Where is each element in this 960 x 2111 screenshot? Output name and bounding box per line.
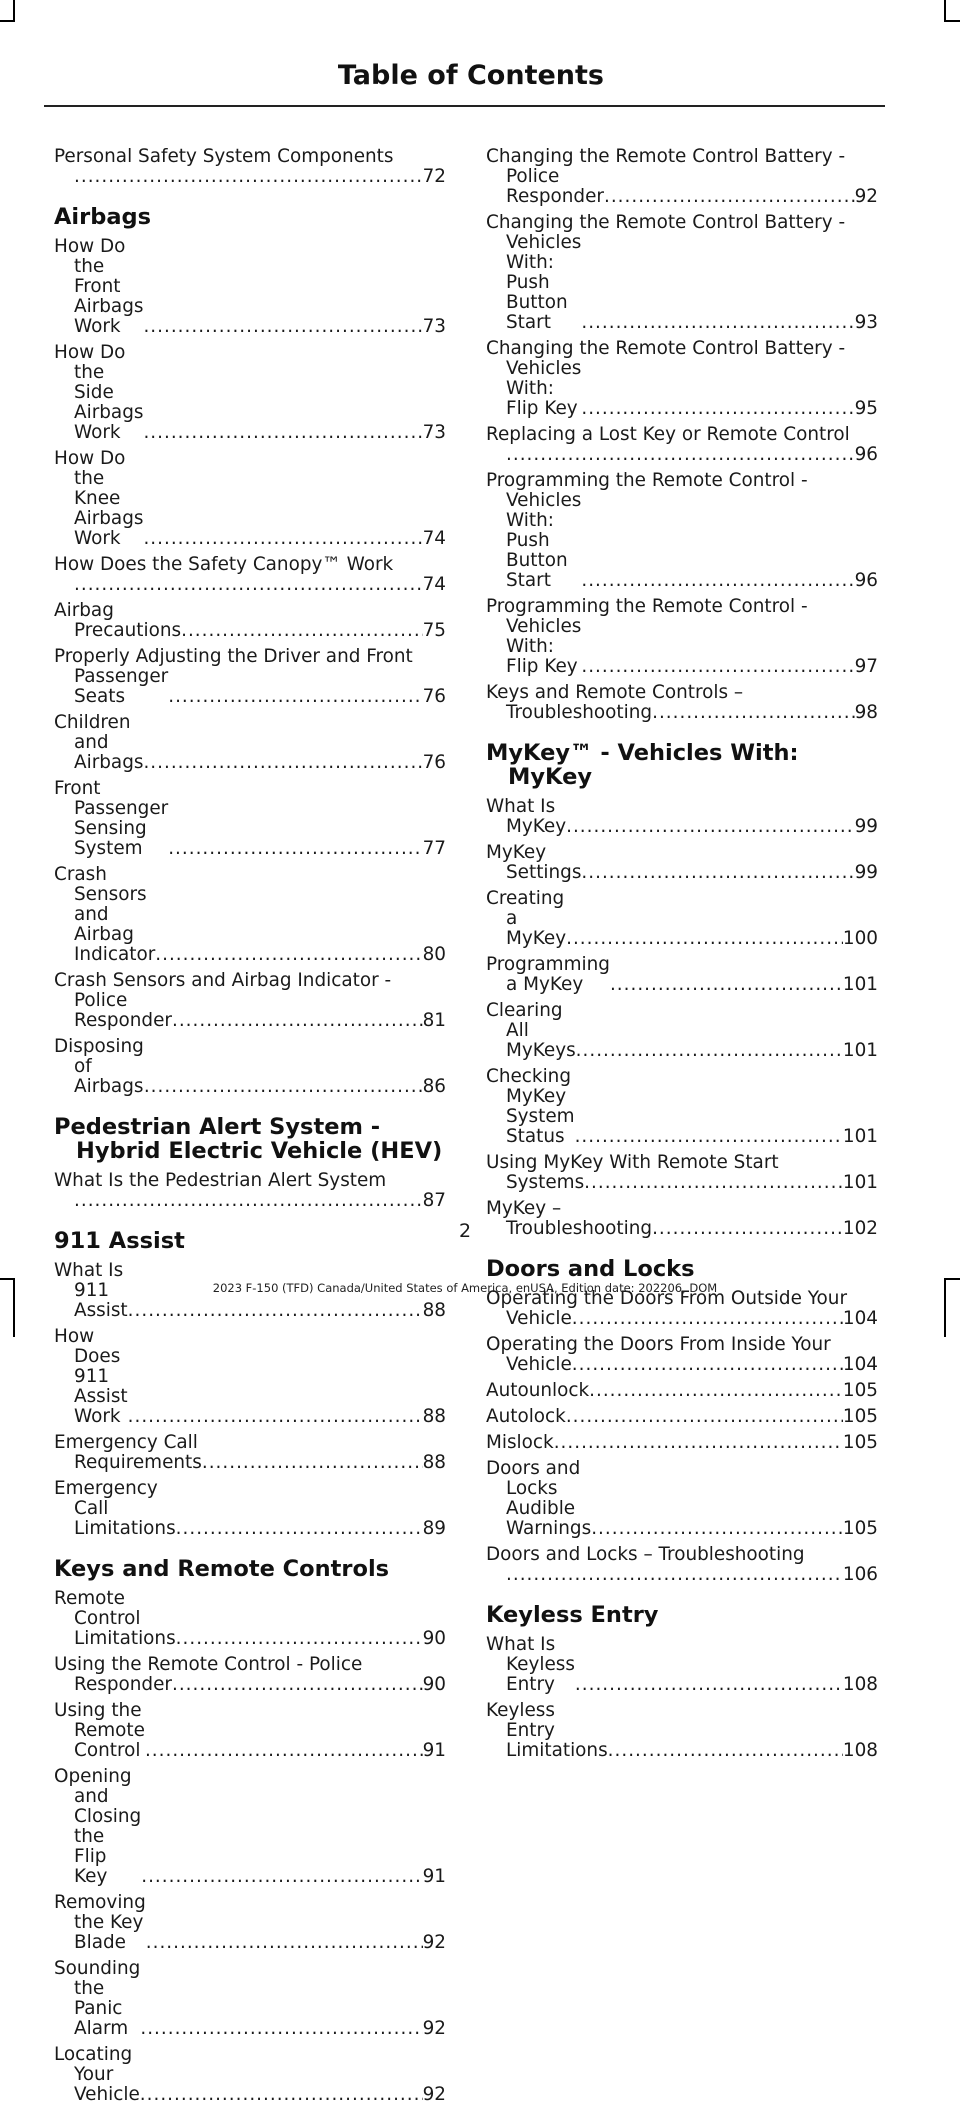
toc-entry-title: Sounding the Panic Alarm [54, 1958, 141, 2039]
toc-entry-title: Doors and Locks – Troubleshooting [486, 1544, 805, 1565]
toc-entry[interactable] [486, 1381, 878, 1401]
toc-entry[interactable] [486, 1067, 878, 1147]
toc-entry[interactable] [54, 1655, 446, 1695]
section-heading: Keys and Remote Controls [54, 1556, 390, 1582]
toc-page-number: 90 [422, 1628, 446, 1649]
toc-entry-title: Programming the Remote Control - [486, 470, 808, 491]
crop-mark-top-right-v [944, 0, 946, 22]
toc-entry[interactable] [54, 1701, 446, 1761]
toc-entry-title: Clearing All MyKeys [486, 1000, 576, 1061]
toc-page-number: 96 [854, 570, 878, 591]
dot-leader [172, 1675, 423, 1695]
toc-page-number: 77 [422, 838, 446, 859]
toc-page-number: 87 [422, 1190, 446, 1211]
toc-page-number: 99 [854, 862, 878, 883]
toc-entry-title: Programming a MyKey [486, 954, 610, 995]
toc-entry-title: Remote Control Limitations [54, 1588, 176, 1649]
section-heading: Airbags [54, 204, 152, 230]
toc-page-number: 96 [854, 444, 878, 465]
toc-entry[interactable] [486, 339, 878, 419]
section-heading: Doors and Locks [486, 1256, 695, 1282]
toc-entry[interactable] [486, 889, 878, 949]
toc-page-number: 74 [422, 528, 446, 549]
toc-entry-title: Changing the Remote Control Battery - [486, 146, 846, 167]
toc-entry-title: Emergency Call Limitations [54, 1478, 176, 1539]
toc-entry[interactable] [54, 647, 446, 707]
toc-entry[interactable] [54, 1767, 446, 1887]
crop-mark-bottom-right-v [944, 1278, 946, 1337]
dot-leader [145, 1741, 423, 1761]
toc-entry[interactable] [486, 1289, 878, 1329]
toc-entry[interactable] [486, 955, 878, 995]
section-heading: MyKey™ - Vehicles With: MyKey [486, 740, 799, 790]
toc-page-number: 105 [842, 1380, 878, 1401]
toc-page-number: 91 [422, 1740, 446, 1761]
toc-page-number: 88 [422, 1406, 446, 1427]
toc-entry-title: Programming the Remote Control - [486, 596, 808, 617]
toc-entry-title-cont: Vehicle [506, 1308, 572, 1329]
toc-page-number: 105 [842, 1432, 878, 1453]
toc-entry-title: Personal Safety System Components [54, 146, 394, 167]
toc-entry[interactable] [486, 425, 878, 465]
dot-leader [140, 2085, 423, 2105]
toc-entry-title: How Does 911 Assist Work [54, 1326, 128, 1427]
toc-entry-title: Autounlock [486, 1380, 590, 1401]
toc-entry-title-cont: Police Responder [74, 990, 172, 1031]
dot-leader [575, 1675, 843, 1695]
toc-entry-title: Creating a MyKey [486, 888, 567, 949]
dot-leader [143, 753, 422, 773]
toc-entry[interactable] [486, 1335, 878, 1375]
toc-page-number: 104 [842, 1354, 878, 1375]
section-heading: Keyless Entry [486, 1602, 659, 1628]
toc-entry-title: Checking MyKey System Status [486, 1066, 575, 1147]
toc-entry[interactable] [486, 1459, 878, 1539]
toc-right-column [486, 147, 878, 1767]
toc-entry[interactable] [54, 343, 446, 443]
dot-leader [176, 1629, 423, 1649]
edition-line: 2023 F-150 (TFD) Canada/United States of America, enUSA, Edition date: 202206, DOM [212, 1281, 718, 1295]
dot-leader [141, 1867, 422, 1887]
toc-entry[interactable] [486, 1433, 878, 1453]
dot-leader [652, 703, 855, 723]
dot-leader [591, 1519, 843, 1539]
dot-leader [143, 529, 422, 549]
dot-leader [181, 621, 423, 641]
dot-leader [572, 1355, 843, 1375]
dot-leader [202, 1453, 423, 1473]
toc-entry-title: Properly Adjusting the Driver and Front [54, 646, 413, 667]
toc-page-number: 74 [422, 574, 446, 595]
toc-entry-title: Removing the Key Blade [54, 1892, 146, 1953]
toc-entry-title-cont: Troubleshooting [506, 702, 653, 723]
dot-leader [604, 187, 855, 207]
toc-page-number: 92 [422, 2084, 446, 2105]
toc-entry-title: Crash Sensors and Airbag Indicator - [54, 970, 392, 991]
toc-page-number: 97 [854, 656, 878, 677]
toc-page-number: 86 [422, 1076, 446, 1097]
toc-entry[interactable] [54, 779, 446, 859]
toc-page-number: 108 [842, 1740, 878, 1761]
toc-entry-title-cont: Vehicle [506, 1354, 572, 1375]
toc-page-number: 101 [842, 1040, 878, 1061]
toc-entry-title: Operating the Doors From Inside Your [486, 1334, 831, 1355]
toc-entry[interactable] [54, 237, 446, 337]
dot-leader [610, 975, 843, 995]
dot-leader [74, 167, 423, 187]
dot-leader [128, 1407, 423, 1427]
toc-page-number: 91 [422, 1866, 446, 1887]
toc-entry[interactable] [54, 1433, 446, 1473]
dot-leader [554, 1433, 843, 1453]
toc-entry-title-cont: Vehicles With: Flip Key [506, 358, 582, 419]
toc-page-number: 73 [422, 316, 446, 337]
header-rule [44, 105, 885, 107]
toc-entry-title: How Do the Side Airbags Work [54, 342, 144, 443]
toc-entry-title: Disposing of Airbags [54, 1036, 144, 1097]
toc-entry-title: Emergency Call Requirements [54, 1432, 202, 1473]
toc-entry[interactable] [486, 1001, 878, 1061]
toc-entry-title: Airbag Precautions [54, 600, 182, 641]
toc-entry[interactable] [486, 843, 878, 883]
dot-leader [581, 571, 854, 591]
toc-page-number: 93 [854, 312, 878, 333]
toc-entry[interactable] [486, 1407, 878, 1427]
toc-entry-title-cont: Vehicles With: Flip Key [506, 616, 582, 677]
toc-entry[interactable] [486, 1153, 878, 1193]
toc-entry-title: Autolock [486, 1406, 566, 1427]
toc-entry-title: How Do the Front Airbags Work [54, 236, 144, 337]
toc-entry[interactable] [54, 1589, 446, 1649]
toc-entry-title: How Does the Safety Canopy™ Work [54, 554, 394, 575]
dot-leader [581, 399, 854, 419]
toc-entry[interactable] [54, 1479, 446, 1539]
toc-page-number: 92 [854, 186, 878, 207]
toc-page-number: 104 [842, 1308, 878, 1329]
dot-leader [608, 1741, 843, 1761]
toc-page-number: 101 [842, 1126, 878, 1147]
toc-entry[interactable] [54, 555, 446, 595]
toc-entry-title-cont: Vehicles With: Push Button Start [506, 490, 582, 591]
toc-entry[interactable] [54, 865, 446, 965]
toc-entry-title: Changing the Remote Control Battery - [486, 338, 846, 359]
toc-page-number: 72 [422, 166, 446, 187]
toc-entry[interactable] [486, 797, 878, 837]
toc-entry[interactable] [486, 213, 878, 333]
toc-entry[interactable] [54, 971, 446, 1031]
toc-entry[interactable] [486, 1635, 878, 1695]
toc-entry-title-cont: Responder [74, 1674, 172, 1695]
dot-leader [506, 1565, 843, 1585]
toc-page-number: 76 [422, 752, 446, 773]
dot-leader [575, 1127, 843, 1147]
toc-entry[interactable] [486, 147, 878, 207]
crop-mark-top-right-h [944, 20, 960, 22]
toc-page-number: 105 [842, 1406, 878, 1427]
section-heading: Pedestrian Alert System - Hybrid Electric Vehicle (HEV) [54, 1114, 443, 1164]
toc-entry-title: Doors and Locks Audible Warnings [486, 1458, 592, 1539]
toc-entry[interactable] [54, 2045, 446, 2105]
section-heading: 911 Assist [54, 1228, 185, 1254]
toc-entry-title: Locating Your Vehicle [54, 2044, 140, 2105]
toc-page-number: 89 [422, 1518, 446, 1539]
toc-entry-title-cont: Passenger Seats [74, 666, 169, 707]
toc-entry-title: What Is 911 Assist [54, 1260, 128, 1321]
toc-entry-title: Replacing a Lost Key or Remote Control [486, 424, 850, 445]
toc-page-number: 100 [842, 928, 878, 949]
toc-entry-title: Changing the Remote Control Battery - [486, 212, 846, 233]
toc-entry[interactable] [54, 449, 446, 549]
toc-entry[interactable] [54, 147, 446, 187]
toc-entry-title: How Do the Knee Airbags Work [54, 448, 144, 549]
crop-mark-top-left-v [13, 0, 15, 22]
toc-page-number: 101 [842, 1172, 878, 1193]
dot-leader [566, 929, 843, 949]
toc-entry[interactable] [54, 1893, 446, 1953]
toc-page-number: 99 [854, 816, 878, 837]
toc-entry-title: Keyless Entry Limitations [486, 1700, 608, 1761]
dot-leader [172, 1011, 423, 1031]
toc-entry-title: Mislock [486, 1432, 554, 1453]
dot-leader [74, 1191, 423, 1211]
toc-entry-title: Crash Sensors and Airbag Indicator [54, 864, 156, 965]
toc-entry-title-cont: Systems [506, 1172, 585, 1193]
toc-entry[interactable] [486, 1701, 878, 1761]
page-title: Table of Contents [337, 60, 604, 91]
dot-leader [168, 839, 422, 859]
toc-entry-title: What Is the Pedestrian Alert System [54, 1170, 387, 1191]
dot-leader [146, 1933, 423, 1953]
toc-entry[interactable] [54, 1171, 446, 1211]
toc-entry-title: Front Passenger Sensing System [54, 778, 169, 859]
page-number: 2 [458, 1220, 472, 1242]
toc-page-number: 90 [422, 1674, 446, 1695]
dot-leader [581, 313, 854, 333]
dot-leader [128, 1301, 423, 1321]
toc-page-number: 73 [422, 422, 446, 443]
dot-leader [168, 687, 422, 707]
toc-entry[interactable] [486, 597, 878, 677]
toc-page-number: 92 [422, 2018, 446, 2039]
toc-page-number: 98 [854, 702, 878, 723]
dot-leader [589, 1381, 843, 1401]
toc-page-number: 105 [842, 1518, 878, 1539]
dot-leader [176, 1519, 423, 1539]
toc-entry-title: What Is Keyless Entry [486, 1634, 575, 1695]
dot-leader [566, 1407, 843, 1427]
toc-page-number: 75 [422, 620, 446, 641]
toc-entry[interactable] [54, 1037, 446, 1097]
toc-left-column [54, 147, 446, 2111]
toc-entry-title: Keys and Remote Controls – [486, 682, 744, 703]
crop-mark-top-left-h [0, 20, 15, 22]
toc-page-number: 76 [422, 686, 446, 707]
toc-entry-title: Children and Airbags [54, 712, 144, 773]
toc-page-number: 88 [422, 1300, 446, 1321]
dot-leader [144, 1077, 423, 1097]
dot-leader [572, 1309, 843, 1329]
dot-leader [143, 317, 422, 337]
toc-entry-title: Opening and Closing the Flip Key [54, 1766, 142, 1887]
dot-leader [143, 423, 422, 443]
crop-mark-bottom-right-h [944, 1278, 960, 1280]
toc-entry-title: MyKey Settings [486, 842, 582, 883]
dot-leader [74, 575, 423, 595]
toc-page-number: 80 [422, 944, 446, 965]
toc-page-number: 106 [842, 1564, 878, 1585]
toc-entry[interactable] [54, 713, 446, 773]
toc-page-number: 101 [842, 974, 878, 995]
dot-leader [584, 1173, 843, 1193]
toc-entry-title: Using the Remote Control [54, 1700, 145, 1761]
dot-leader [506, 445, 855, 465]
dot-leader [566, 817, 855, 837]
dot-leader [581, 863, 854, 883]
toc-page-number: 108 [842, 1674, 878, 1695]
toc-entry[interactable] [486, 471, 878, 591]
toc-entry[interactable] [486, 1545, 878, 1585]
toc-entry-title-cont: Police Responder [506, 166, 604, 207]
toc-entry[interactable] [486, 683, 878, 723]
toc-entry-title: MyKey – Troubleshooting [486, 1198, 653, 1239]
toc-entry-title: Using the Remote Control - Police [54, 1654, 363, 1675]
dot-leader [576, 1041, 843, 1061]
dot-leader [581, 657, 854, 677]
toc-entry-title: Using MyKey With Remote Start [486, 1152, 779, 1173]
toc-page-number: 92 [422, 1932, 446, 1953]
toc-entry[interactable] [54, 1959, 446, 2039]
toc-entry-title-cont: Vehicles With: Push Button Start [506, 232, 582, 333]
toc-entry[interactable] [54, 1327, 446, 1427]
toc-page-number: 88 [422, 1452, 446, 1473]
toc-entry-title: Operating the Doors From Outside Your [486, 1288, 848, 1309]
toc-entry[interactable] [54, 601, 446, 641]
dot-leader [140, 2019, 422, 2039]
crop-mark-bottom-left-h [0, 1278, 15, 1280]
toc-page-number: 102 [842, 1218, 878, 1239]
dot-leader [155, 945, 422, 965]
toc-page-number: 81 [422, 1010, 446, 1031]
toc-page-number: 95 [854, 398, 878, 419]
toc-entry-title: What Is MyKey [486, 796, 567, 837]
